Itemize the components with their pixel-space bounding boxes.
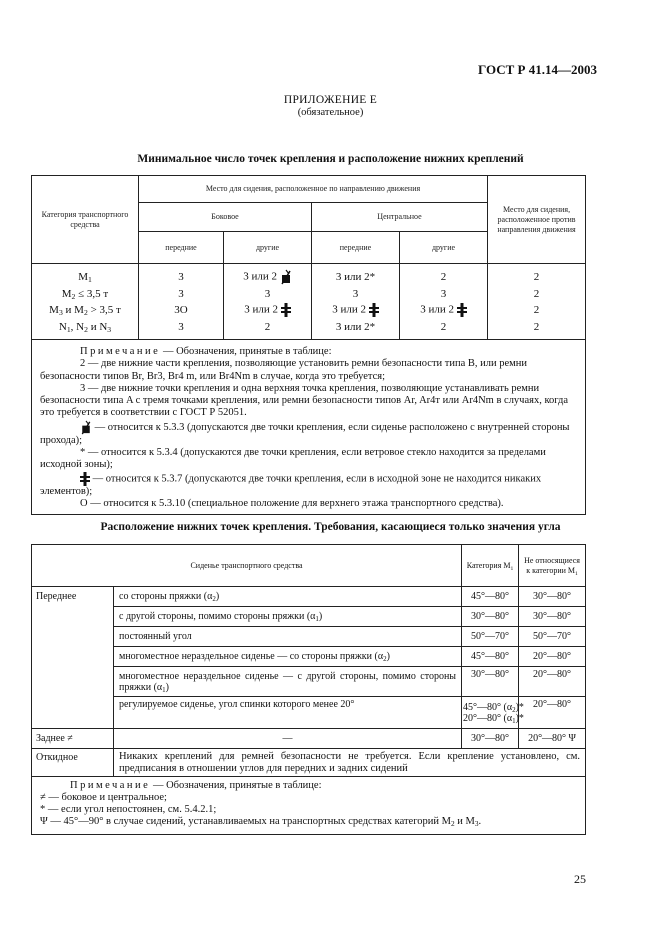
appendix-title: ПРИЛОЖЕНИЕ Е (283, 94, 378, 106)
table-row (32, 627, 586, 647)
category-cell: $M_1$ (32, 264, 139, 287)
side-other-cell: 3 или 2 (224, 302, 312, 318)
category-cell: $M_3$ и $M_2 > 3,5$ т (32, 302, 139, 318)
table-row (32, 607, 586, 627)
central-front-cell: 3 или 2 (312, 302, 400, 318)
table-row (32, 302, 586, 318)
table-row (32, 729, 586, 749)
table2-note: Примечание — Обозначения, принятые в таблице: ≠ — боковое и центральное; * — если угол непостоянен, см. 5.4.2.1; Ψ — 45°—90° в случае сидений, устанавливаемых на транспортных средствах категорий $M_2$ и $M_3$. (32, 777, 586, 835)
m1-angle: 30°—80° (462, 729, 519, 749)
central-other-cell: 3 или 2 (400, 302, 488, 318)
m1-angle: 30°—80° (462, 667, 519, 697)
central-other-cell: 3 (400, 286, 488, 302)
table-row (32, 647, 586, 667)
header-seat: Сиденье транспортного средства (32, 545, 462, 587)
central-other-cell: 2 (400, 318, 488, 340)
central-front-cell: 3 или 2* (312, 318, 400, 340)
seat-description: — (114, 729, 462, 749)
table1-note: Примечание — Обозначения, принятые в таблице: 2 — две нижние части крепления, позволяющие установить ремни безопасности типа B, или ремни безопасности типов Br, Br3, Br4 m, или Br4Nm в случае, когда это требуется; 3 — две нижние точки крепления и одна верхняя точка крепления, позволяющие устанавливать ремни безопасности типа A с тремя точками крепления, или ремни безопасности типов Ar, Ar4т или Ar4Nm в случаях, когда это требуется в соответствии с ГОСТ Р 52051. — относится к 5.3.3 (допускаются две точки крепления, если сиденье расположено с внутренней стороны прохода); * — относится к 5.3.4 (допускаются две точки крепления, если ветровое стекло находится за пределами исходной зоны); — относится к 5.3.7 (допускаются две точки крепления, если в исходной зоне не находится никаких элементов); О — относится к 5.3.10 (специальное положение для верхнего этажа транспортного средства). (32, 340, 586, 515)
central-front-cell: 3 или 2* (312, 264, 400, 287)
side-front-cell: 3О (139, 302, 224, 318)
table-row (32, 286, 586, 302)
header-category: Категория транспортного средства (32, 176, 139, 264)
no-elements-symbol-icon (281, 303, 291, 317)
side-front-cell: 3 (139, 286, 224, 302)
table-row (32, 587, 586, 607)
not-m1-angle: 20°—80° (519, 667, 586, 697)
m1-angle: 50°—70° (462, 627, 519, 647)
seat-description: регулируемое сиденье, угол спинки которого менее 20° (114, 697, 462, 729)
category-cell: $N_1$, $N_2$ и $N_3$ (32, 318, 139, 340)
anchorage-points-table (31, 175, 586, 515)
side-other-cell: 3 (224, 286, 312, 302)
table-row (32, 264, 586, 287)
header-category-m1: Категория $M_1$ (462, 545, 519, 587)
rear-cell: 2 (488, 302, 586, 318)
appendix-subtitle: (обязательное) (297, 107, 364, 118)
anchorage-angles-table (31, 544, 586, 835)
side-front-cell: 3 (139, 264, 224, 287)
central-front-cell: 3 (312, 286, 400, 302)
header-side: Боковое (139, 203, 312, 232)
rear-cell: 2 (488, 264, 586, 287)
header-central: Центральное (312, 203, 488, 232)
rear-cell: 2 (488, 286, 586, 302)
rear-seat-group: Заднее ≠ (32, 729, 114, 749)
folding-seat-description: Никаких креплений для ремней безопасности не требуется. Если крепление установлено, см. предписания в отношении углов для передних и задних сидений (114, 749, 586, 777)
page-number: 25 (574, 872, 586, 886)
table-row (32, 697, 586, 729)
not-m1-angle: 20°—80° (519, 647, 586, 667)
seat-description: постоянный угол (114, 627, 462, 647)
rear-cell: 2 (488, 318, 586, 340)
not-m1-angle: 20°—80° Ψ (519, 729, 586, 749)
side-front-cell: 3 (139, 318, 224, 340)
table-row (32, 667, 586, 697)
not-m1-angle: 30°—80° (519, 607, 586, 627)
no-elements-symbol-icon (457, 303, 467, 317)
seat-description: многоместное нераздельное сиденье — со стороны пряжки $(\alpha_2)$ (114, 647, 462, 667)
m1-angle: 45°—80° (462, 587, 519, 607)
aisle-seat-symbol-icon (280, 269, 292, 285)
central-other-cell: 2 (400, 264, 488, 287)
category-cell: $M_2 \le 3,5$ т (32, 286, 139, 302)
seat-description: с другой стороны, помимо стороны пряжки $(\alpha_1)$ (114, 607, 462, 627)
side-other-cell: 3 или 2 (224, 264, 312, 287)
table-row (32, 749, 586, 777)
table1-title: Минимальное число точек крепления и расположение нижних креплений (137, 153, 524, 165)
header-rearward-seat: Место для сидения, расположенное против направления движения (488, 176, 586, 264)
header-side-other: другие (224, 232, 312, 264)
seat-description: со стороны пряжки $(\alpha_2)$ (114, 587, 462, 607)
header-side-front: передние (139, 232, 224, 264)
header-central-other: другие (400, 232, 488, 264)
header-not-m1: Не относящиеся к категории $M_1$ (519, 545, 586, 587)
table-row (32, 318, 586, 340)
not-m1-angle: 30°—80° (519, 587, 586, 607)
front-seat-group: Переднее (32, 587, 114, 729)
m1-angle: 45°—80° (462, 647, 519, 667)
m1-angle: 45°—80° $(\alpha_2)*$ 20°—80° $(\alpha_1)*$ (462, 697, 519, 729)
side-other-cell: 2 (224, 318, 312, 340)
header-forward-seat: Место для сидения, расположенное по направлению движения (139, 176, 488, 203)
seat-description: многоместное нераздельное сиденье — с другой стороны, помимо стороны пряжки $(\alpha_1)$ (114, 667, 462, 697)
folding-seat-group: Откидное (32, 749, 114, 777)
m1-angle: 30°—80° (462, 607, 519, 627)
not-m1-angle: 50°—70° (519, 627, 586, 647)
not-m1-angle: 20°—80° (519, 697, 586, 729)
no-elements-symbol-icon (80, 472, 90, 486)
table2-title: Расположение нижних точек крепления. Требования, касающиеся только значения угла (100, 521, 561, 533)
document-code: ГОСТ Р 41.14—2003 (478, 62, 597, 77)
no-elements-symbol-icon (369, 303, 379, 317)
aisle-seat-symbol-icon (80, 420, 92, 435)
header-central-front: передние (312, 232, 400, 264)
